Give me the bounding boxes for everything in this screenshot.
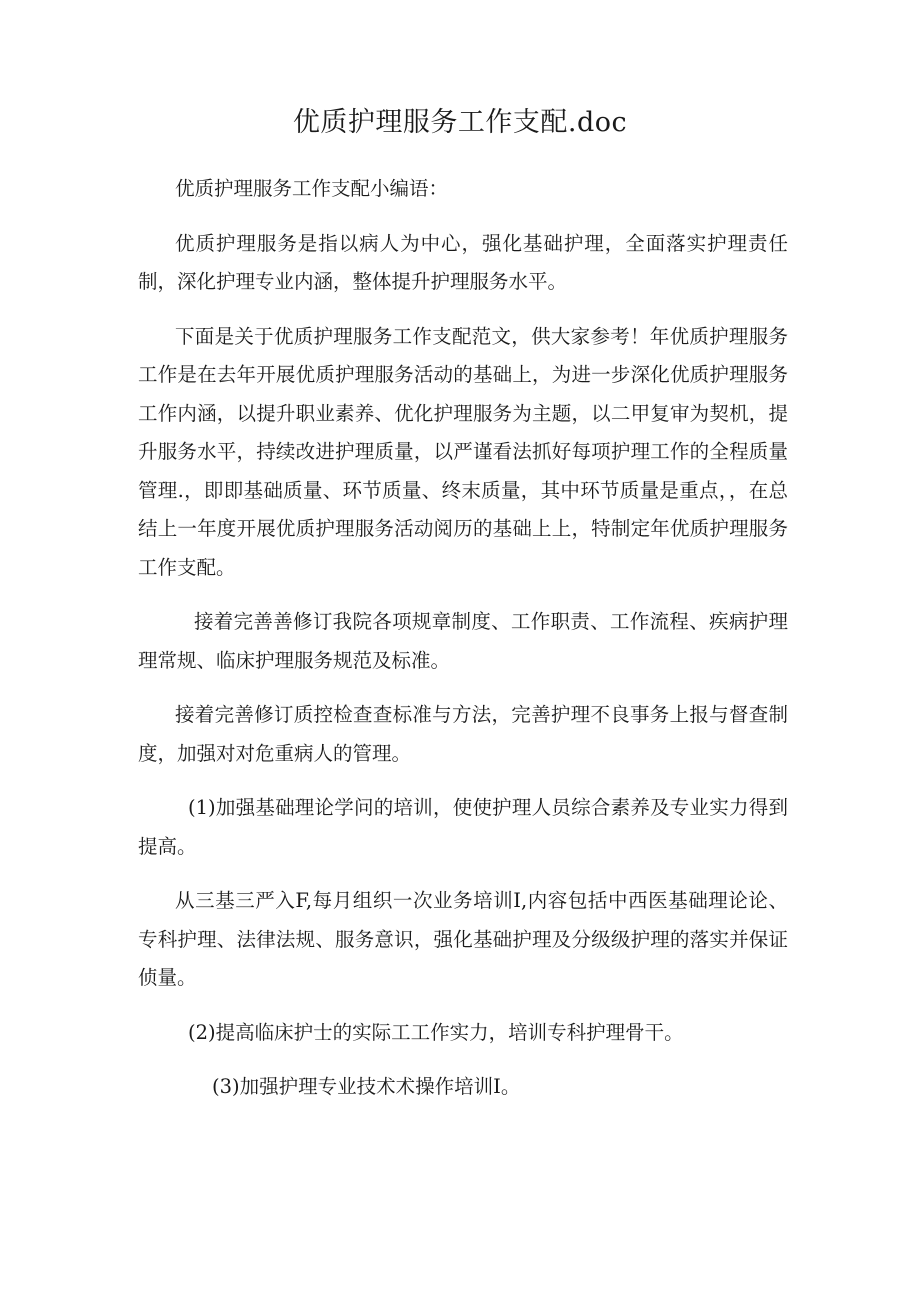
paragraph-definition: 优质护理服务是指以病人为中心，强化基础护理，全面落实护理责任制，深化护理专业内涵，整体提升护理服务水平。 [138,231,788,293]
document-body [138,170,788,1123]
paragraph-training-details: 从三基三严入F,每月组织一次业务培训I,内容包括中西医基础理论论、专科护理、法律法规、服务意识，强化基础护理及分级级护理的落实并保证侦量。 [138,889,788,989]
paragraph-quality-control: 接着完善修订质控检查查标准与方法，完善护理不良事务上报与督查制度，加强对对危重病人的管理。 [138,703,788,765]
paragraph-intro-label: 优质护理服务工作支配小编语： [175,177,449,200]
document-title: 优质护理服务工作支配.doc [292,107,628,138]
paragraph-item-2: (2)提高临床护士的实际工工作实力，培训专科护理骨干。 [188,1020,684,1044]
paragraph-rules-revision: 接着完善善修订我院各项规章制度、工作职责、工作流程、疾病护理理常规、临床护理服务规范及标准。 [138,610,788,672]
paragraph-plan-overview: 下面是关于优质护理服务工作支配范文，供大家参考！年优质护理服务工作是在去年开展优质护理服务活动的基础上，为进一步深化优质护理服务工作内涵，以提升职业素养、优化护理服务为主题，以二甲复审为契机，提升服务水平，持续改进护理质量，以严谨看法抓好每项护理工作的全程质量管理.，即即基础质量、环节质量、终末质量，其中环节质量是重点，，在总结上一年度开展优质护理服务活动阅历的基础上上，特制定年优质护理服务工作支配。 [138,324,788,579]
paragraph-item-1: (1)加强基础理论学问的培训，使使护理人员综合素养及专业实力得到提高。 [138,796,788,858]
paragraph-item-3: (3)加强护理专业技术术操作培训I。 [212,1075,521,1098]
